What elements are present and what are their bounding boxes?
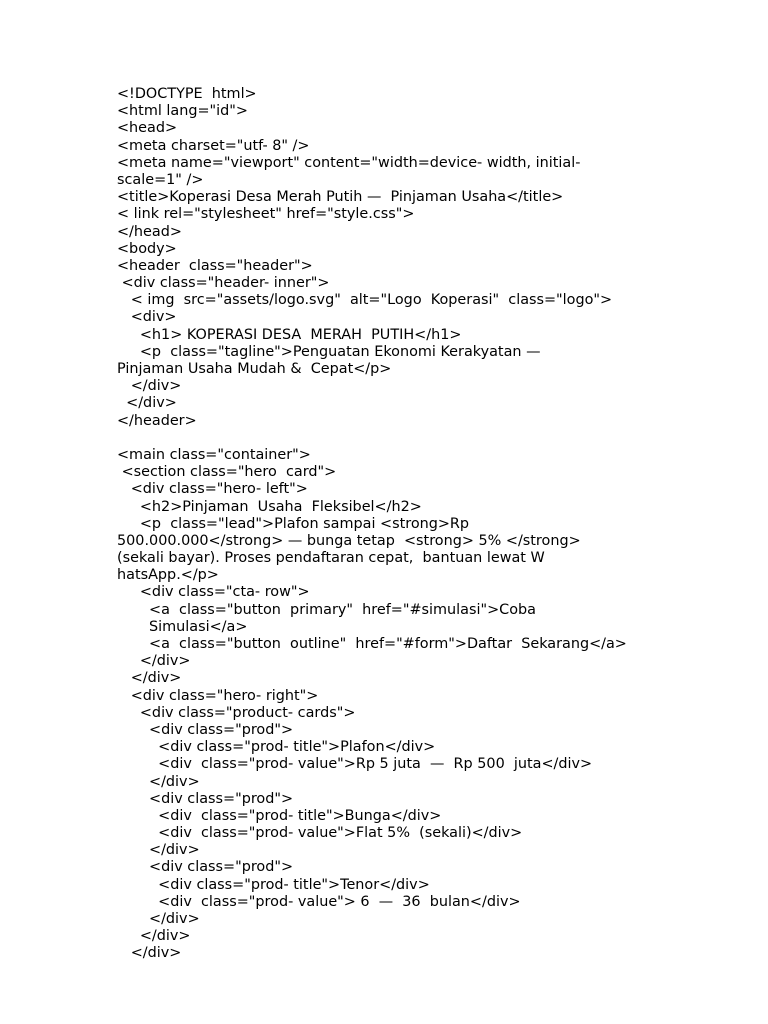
code-line: <p class="lead">Plafon sampai <strong>Rp: [117, 515, 470, 532]
code-line: <div class="prod- value">Rp 5 juta — Rp 500 juta</div>: [117, 756, 593, 773]
code-line: </div>: [117, 653, 191, 670]
code-line: <div class="prod- title">Plafon</div>: [117, 739, 436, 756]
code-line: </div>: [117, 911, 200, 927]
code-line: <body>: [117, 240, 177, 257]
code-line: </div>: [117, 842, 200, 859]
code-line: </head>: [117, 223, 182, 240]
code-line: (sekali bayar). Proses pendaftaran cepat, bantuan lewat W: [117, 550, 545, 567]
code-line: 500.000.000</strong> — bunga tetap <strong> 5% </strong>: [117, 532, 581, 549]
code-line: <a class="button primary" href="#simulasi">Coba: [117, 601, 536, 618]
code-line: <div class="prod">: [117, 721, 294, 738]
code-line: <div class="prod- value">Flat 5% (sekali)</div>: [117, 825, 523, 842]
code-line: <section class="hero card">: [117, 464, 337, 481]
code-line: <div class="prod- title">Bunga</div>: [117, 807, 442, 824]
code-line: <div class="hero- right">: [117, 687, 319, 704]
code-line: <div class="hero- left">: [117, 481, 308, 498]
code-line: <div class="cta- row">: [117, 584, 310, 601]
code-line: <meta name="viewport" content="width=device- width, initial-: [117, 154, 581, 171]
code-line: </div>: [117, 773, 200, 790]
code-line: </div>: [117, 395, 177, 412]
code-line: < img src="assets/logo.svg" alt="Logo Koperasi" class="logo">: [117, 292, 613, 309]
code-line: <title>Koperasi Desa Merah Putih — Pinjaman Usaha</title>: [117, 189, 564, 206]
code-line: </header>: [117, 412, 197, 429]
code-line: <head>: [117, 120, 178, 137]
code-line: scale=1" />: [117, 171, 204, 188]
code-line: Pinjaman Usaha Mudah & Cepat</p>: [117, 361, 392, 377]
code-line: </div>: [117, 928, 191, 945]
code-line: <p class="tagline">Penguatan Ekonomi Kerakyatan —: [117, 343, 541, 360]
code-line: <h2>Pinjaman Usaha Fleksibel</h2>: [117, 498, 422, 515]
code-line: <h1> KOPERASI DESA MERAH PUTIH</h1>: [117, 326, 462, 343]
code-line: hatsApp.</p>: [117, 567, 219, 584]
code-line: <div class="product- cards">: [117, 704, 356, 721]
code-line: </div>: [117, 378, 182, 395]
code-line: <header class="header">: [117, 257, 313, 274]
code-line: <html lang="id">: [117, 103, 248, 120]
code-line: </div>: [117, 945, 182, 962]
code-line: <!DOCTYPE html>: [117, 86, 257, 102]
code-line: <main class="container">: [117, 446, 311, 463]
code-line: Simulasi</a>: [117, 618, 248, 635]
code-line: <div class="prod- title">Tenor</div>: [117, 876, 430, 893]
code-line: </div>: [117, 670, 182, 687]
code-line: < link rel="stylesheet" href="style.css">: [117, 206, 415, 223]
code-listing: [117, 86, 677, 963]
code-line: <div class="prod- value"> 6 — 36 bulan</div>: [117, 893, 521, 910]
code-line: <div>: [117, 309, 177, 326]
code-line: <div class="prod">: [117, 859, 294, 876]
code-line: <div class="header- inner">: [117, 275, 330, 292]
blank-line: [117, 430, 677, 447]
code-line: <div class="prod">: [117, 790, 294, 807]
code-line: <a class="button outline" href="#form">Daftar Sekarang</a>: [117, 636, 627, 652]
code-line: <meta charset="utf- 8" />: [117, 137, 310, 154]
